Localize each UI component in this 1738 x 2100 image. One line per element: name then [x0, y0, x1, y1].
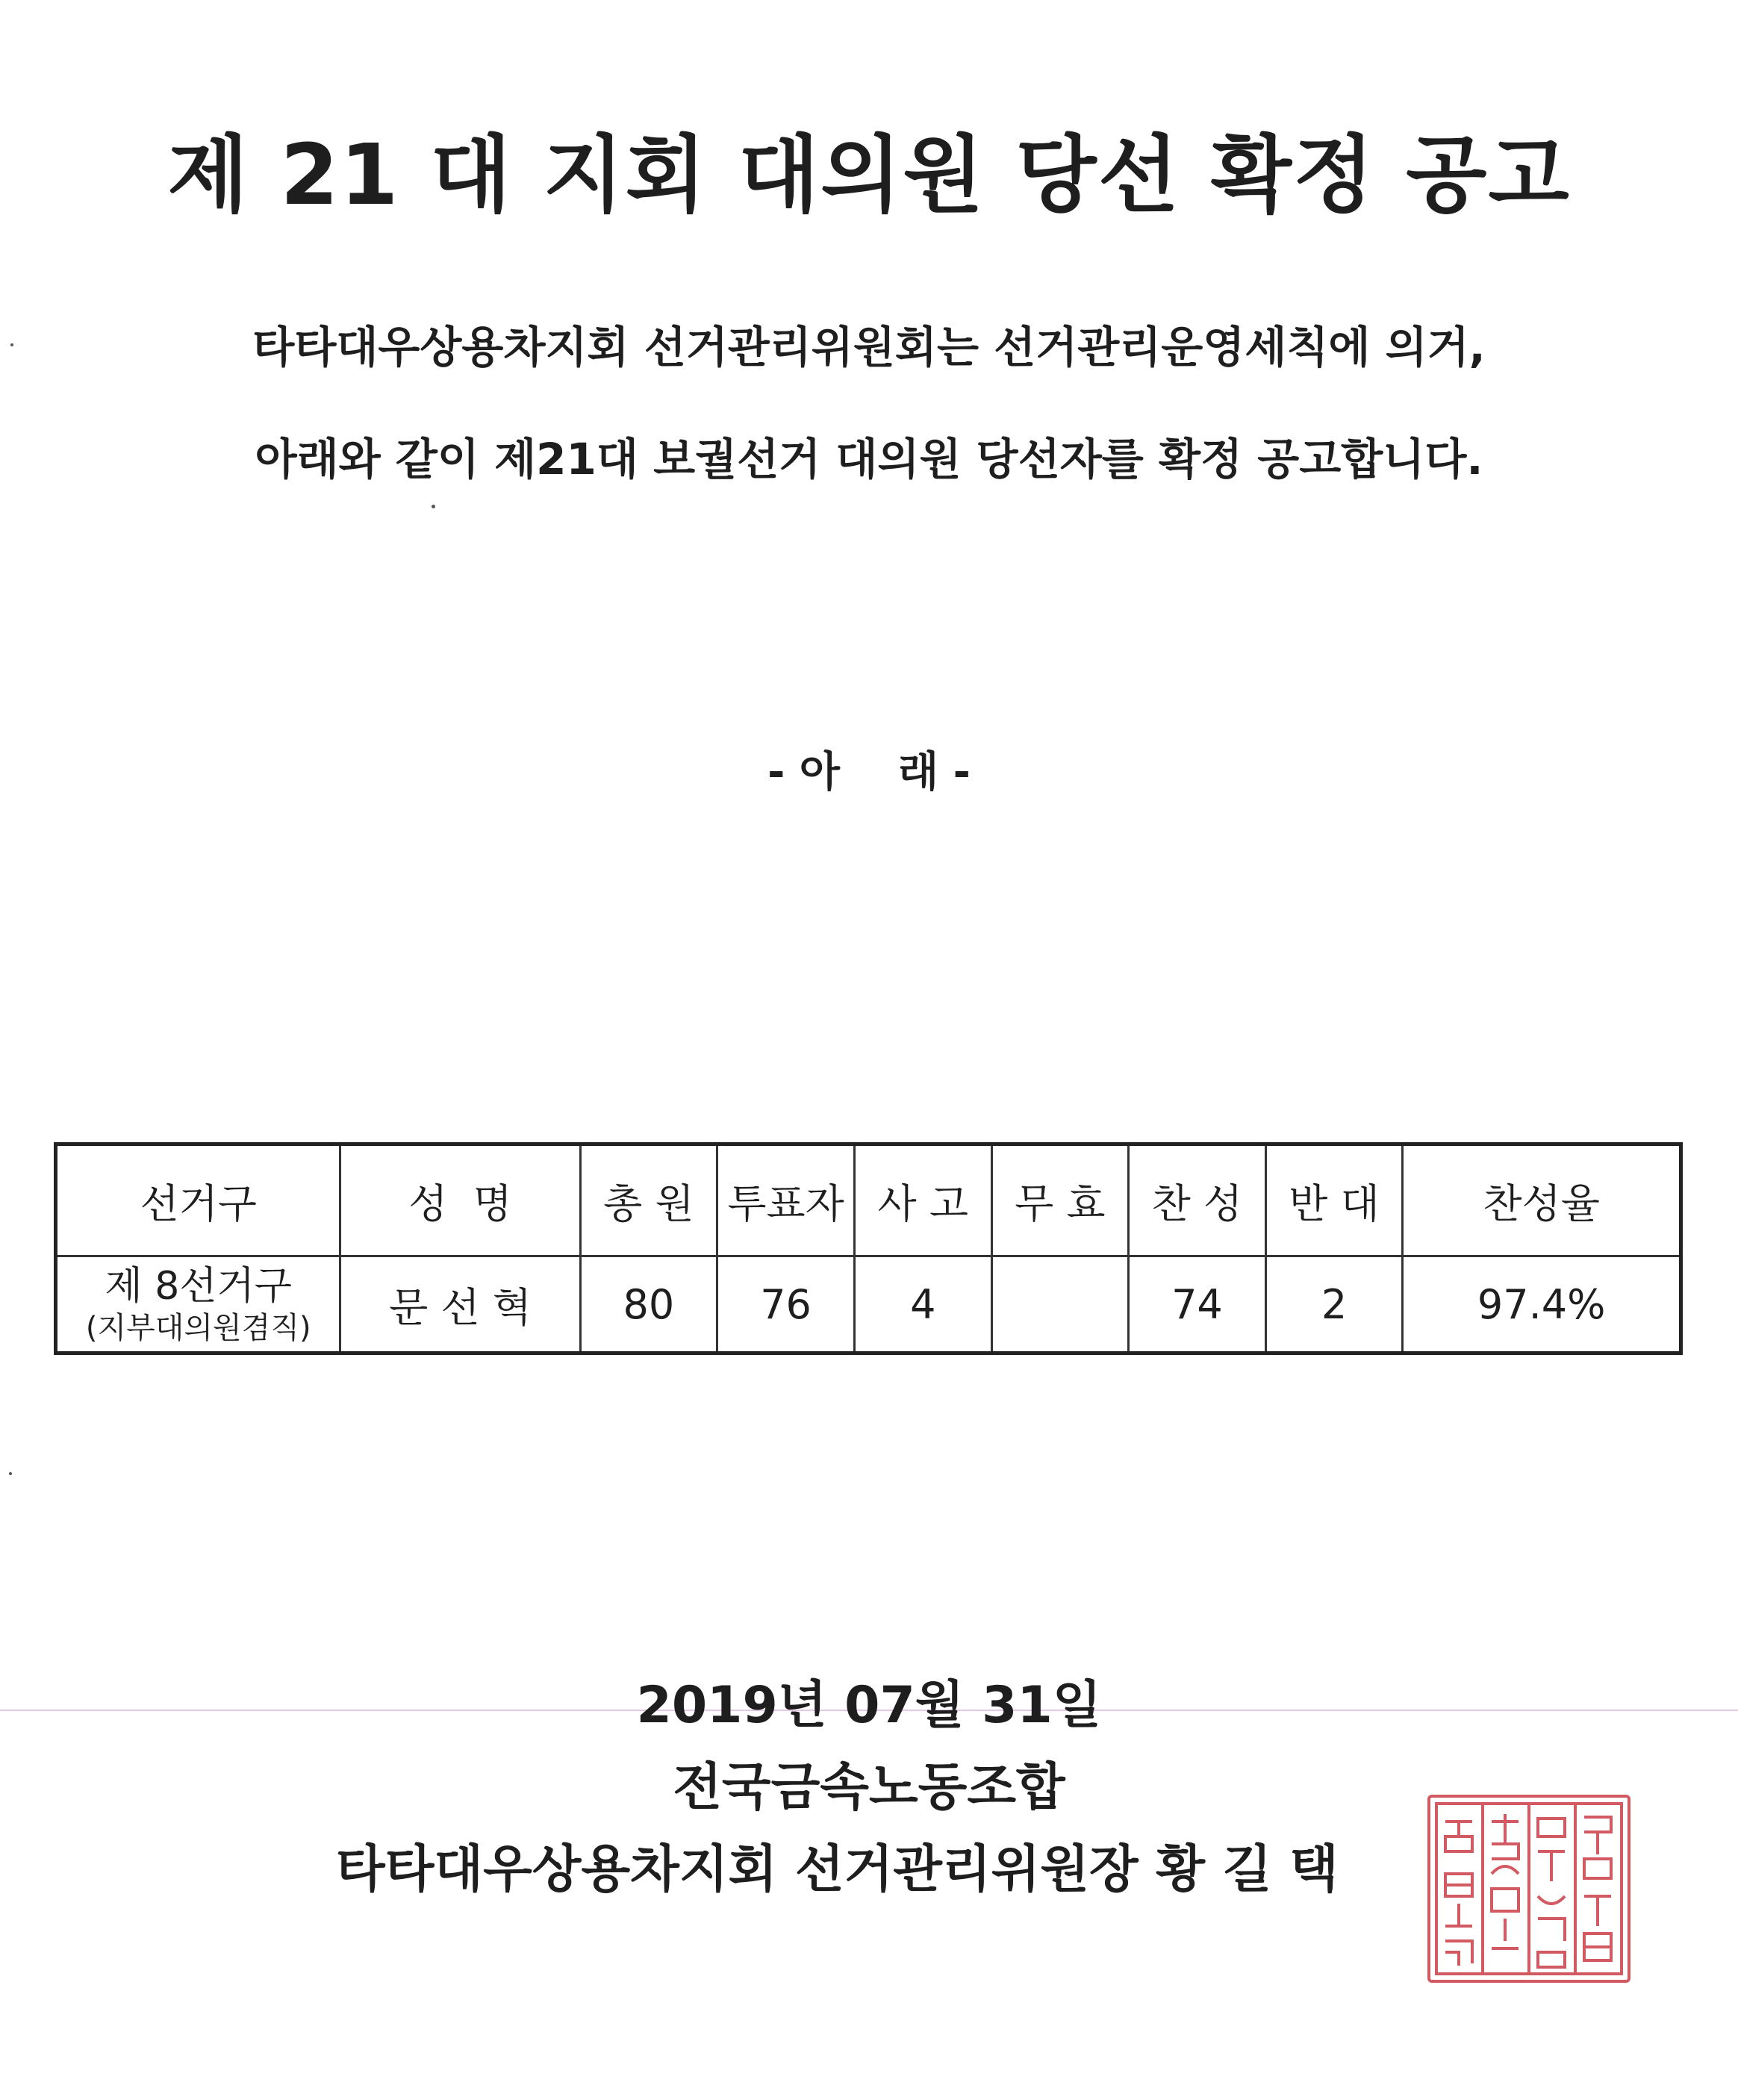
notice-date: 2019년 07월 31일	[636, 1676, 1102, 1735]
district-note: (지부대의원겸직)	[85, 1311, 311, 1345]
notice-title: 제 21 대 지회 대의원 당선 확정 공고	[167, 127, 1571, 224]
below-heading: - 아 래 -	[767, 748, 971, 797]
header-total: 총 원	[580, 1144, 717, 1256]
header-rate: 찬성율	[1403, 1144, 1681, 1256]
cell-district	[56, 1256, 340, 1353]
cell-yes: 74	[1129, 1256, 1266, 1353]
header-district: 선거구	[56, 1144, 340, 1256]
intro-line-1: 타타대우상용차지회 선거관리위원회는 선거관리운영세칙에 의거,	[252, 322, 1486, 373]
cell-invalid	[991, 1256, 1129, 1353]
cell-voters: 76	[717, 1256, 855, 1353]
header-voters: 투표자	[717, 1144, 855, 1256]
cell-rate: 97.4%	[1403, 1256, 1681, 1353]
cell-no: 2	[1265, 1256, 1403, 1353]
header-yes: 찬 성	[1129, 1144, 1266, 1256]
header-no: 반 대	[1265, 1144, 1403, 1256]
election-results-table	[54, 1142, 1683, 1355]
header-invalid: 무 효	[991, 1144, 1129, 1256]
union-name: 전국금속노동조합	[673, 1758, 1065, 1817]
table-row	[56, 1256, 1681, 1353]
official-seal-icon	[1424, 1792, 1633, 1986]
scan-speck	[10, 343, 13, 346]
header-name: 성 명	[340, 1144, 580, 1256]
header-absent: 사 고	[854, 1144, 991, 1256]
intro-line-2: 아래와 같이 제21대 보궐선거 대의원 당선자를 확정 공고합니다.	[255, 434, 1483, 485]
signer-line: 타타대우상용차지회 선거관리위원장 황 길 택	[336, 1840, 1339, 1899]
scan-speck	[9, 1472, 12, 1475]
cell-name: 문 선 혁	[340, 1256, 580, 1353]
table-header-row	[56, 1144, 1681, 1256]
district-label: 제 8선거구	[105, 1264, 292, 1309]
cell-total: 80	[580, 1256, 717, 1353]
scan-speck	[432, 505, 435, 508]
cell-absent: 4	[854, 1256, 991, 1353]
